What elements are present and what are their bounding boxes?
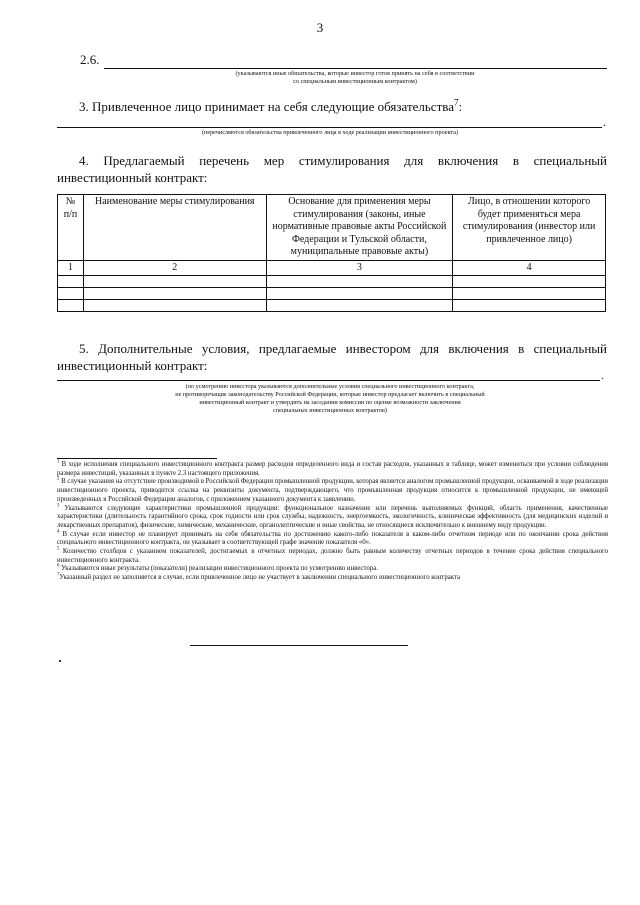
section-3-title-text: 3. Привлеченное лицо принимает на себя следующие обязательства bbox=[79, 99, 454, 114]
footnote-mark: 7 bbox=[57, 572, 60, 578]
numbering-cell: 2 bbox=[83, 260, 266, 276]
section-4-title-line2: инвестиционный контракт: bbox=[57, 170, 208, 185]
section-3-line-end: . bbox=[603, 115, 606, 129]
section-5-fill-line bbox=[57, 380, 600, 381]
section-3-fill-line bbox=[57, 127, 602, 128]
section-2-6-note-line2: со специальным инвестиционным контрактом) bbox=[293, 78, 417, 85]
footnotes-separator bbox=[57, 458, 217, 459]
footnote-text: В случае если инвестор не планирует принимать на себя обязательства по достижению какого-либо показателя в каком-либо отчетном периоде или по окончании срока действия специального инвестиционного контракта, он указывает в соответствующей графе значение показателя «0». bbox=[57, 530, 608, 547]
table-cell bbox=[58, 300, 84, 312]
numbering-cell: 3 bbox=[266, 260, 453, 276]
table-cell bbox=[83, 288, 266, 300]
header-measure-name: Наименование меры стимулирования bbox=[83, 195, 266, 261]
table-cell bbox=[83, 300, 266, 312]
footnote-text: Указанный раздел не заполняется в случае, если привлеченное лицо не участвует в заключении специального инвестиционного контракта bbox=[59, 574, 461, 582]
section-2-6-fill-line bbox=[104, 68, 607, 69]
table-cell bbox=[58, 276, 84, 288]
section-5-title-line2: инвестиционный контракт: bbox=[57, 358, 208, 373]
section-3-note: (перечисляются обязательства привлеченного лица в ходе реализации инвестиционного проекта) bbox=[201, 129, 459, 136]
footnote-mark: 1 bbox=[57, 459, 60, 465]
section-5-line-end: . bbox=[601, 368, 604, 382]
section-5-note-line: специальных инвестиционных контрактов) bbox=[273, 407, 387, 414]
section-2-6-number: 2.6. bbox=[80, 52, 100, 67]
table-cell bbox=[266, 288, 453, 300]
section-2-6-note-line1: (указываются иные обязательства, которые инвестор готов принять на себя в соответствии bbox=[235, 70, 475, 77]
footnote-6 bbox=[57, 565, 608, 574]
table-cell bbox=[266, 276, 453, 288]
end-separator-line bbox=[190, 645, 408, 646]
footnote-5 bbox=[57, 548, 608, 565]
footnote-text: Указываются следующие характеристики промышленной продукции: функциональное назначение или перечень выполняемых функций, область применения, качественные характеристики (длительность гарантийного срока, срок годности или срок службы, надежность, энергоемкость, экологичность, клиническая эффективность (для медицинских изделий и лекарственных препаратов), физические, химические, механические, органолептические и иные свойства, не относящиеся исключительно к внешнему виду продукции. bbox=[57, 504, 608, 529]
footnote-text: В случае указания на отсутствие производимой в Российской Федерации промышленной продукции, которая является аналогом промышленной продукции, осваиваемой в ходе реализации инвестиционного проекта, приводится ссылка на реквизиты документа, подтверждающего, что промышленная продукция относится к промышленной продукции, не имеющей произведенных в Российской Федерации аналогов, с приложением указанного документа к заявлению. bbox=[57, 478, 608, 503]
header-beneficiary: Лицо, в отношении которого будет применяться мера стимулирования (инвестор или привлеченное лицо) bbox=[453, 195, 606, 261]
footnote-mark: 2 bbox=[57, 477, 60, 483]
page-number: 3 bbox=[316, 20, 324, 35]
footnote-text: Указываются иные результаты (показатели) реализации инвестиционного проекта по усмотрению инвестора. bbox=[59, 565, 378, 573]
section-5-note bbox=[90, 383, 570, 415]
table-row bbox=[58, 300, 606, 312]
section-5-note-line: инвестиционный контракт и утвердить на заседании комиссии по оценке возможности заключения bbox=[199, 399, 461, 406]
footnote-mark: 5 bbox=[57, 546, 60, 552]
section-2-6-note bbox=[150, 70, 560, 86]
section-5-title-line1: 5. Дополнительные условия, предлагаемые инвестором для включения в специальный bbox=[79, 341, 607, 356]
footnote-7 bbox=[57, 574, 608, 583]
table-row bbox=[58, 288, 606, 300]
table-cell bbox=[453, 300, 606, 312]
footnote-mark: 3 bbox=[57, 503, 60, 509]
table-cell bbox=[453, 276, 606, 288]
section-5-note-line: (по усмотрению инвестора указываются дополнительные условия специального инвестиционного контракта, bbox=[185, 383, 475, 390]
scan-dot bbox=[59, 660, 61, 662]
table-cell bbox=[266, 300, 453, 312]
header-number: № п/п bbox=[58, 195, 84, 261]
footnote-1 bbox=[57, 461, 608, 478]
numbering-cell: 1 bbox=[58, 260, 84, 276]
header-legal-basis: Основание для применения меры стимулирования (законы, иные нормативные правовые акты Российской Федерации и Тульской области, муниципальные правовые акты) bbox=[266, 195, 453, 261]
footnote-4 bbox=[57, 531, 608, 548]
section-5-note-line: не противоречащие законодательству Российской Федерации, которые инвестор предлагает включить в специальный bbox=[175, 391, 485, 398]
table-cell bbox=[453, 288, 606, 300]
numbering-cell: 4 bbox=[453, 260, 606, 276]
footnote-mark: 4 bbox=[57, 529, 60, 535]
table-numbering-row bbox=[58, 260, 606, 276]
section-3-title-colon: : bbox=[458, 99, 463, 114]
section-3-footnote-ref: 7 bbox=[454, 97, 459, 108]
footnote-2 bbox=[57, 478, 608, 504]
footnote-mark: 6 bbox=[57, 564, 60, 570]
table-row bbox=[58, 276, 606, 288]
table-cell bbox=[58, 288, 84, 300]
footnote-text: В ходе исполнения специального инвестиционного контракта размер расходов определенного вида и состав расходов, указанных в таблице, может измениться при условии соблюдения размера инвестиций, указанных в пункте 2.3 настоящего приложения. bbox=[57, 461, 608, 477]
section-3-title bbox=[79, 98, 462, 115]
footnote-text: Количество столбцов с указанием показателей, достигаемых в отчетных периодах, должно быть равным количеству отчетных периодов в течение срока действия специального инвестиционного контракта. bbox=[57, 548, 608, 564]
footnotes bbox=[57, 461, 608, 583]
footnote-3 bbox=[57, 505, 608, 531]
stimulus-measures-table bbox=[57, 194, 606, 312]
section-4-title-line1: 4. Предлагаемый перечень мер стимулирования для включения в специальный bbox=[79, 153, 607, 168]
table-cell bbox=[83, 276, 266, 288]
table-header-row bbox=[58, 195, 606, 261]
